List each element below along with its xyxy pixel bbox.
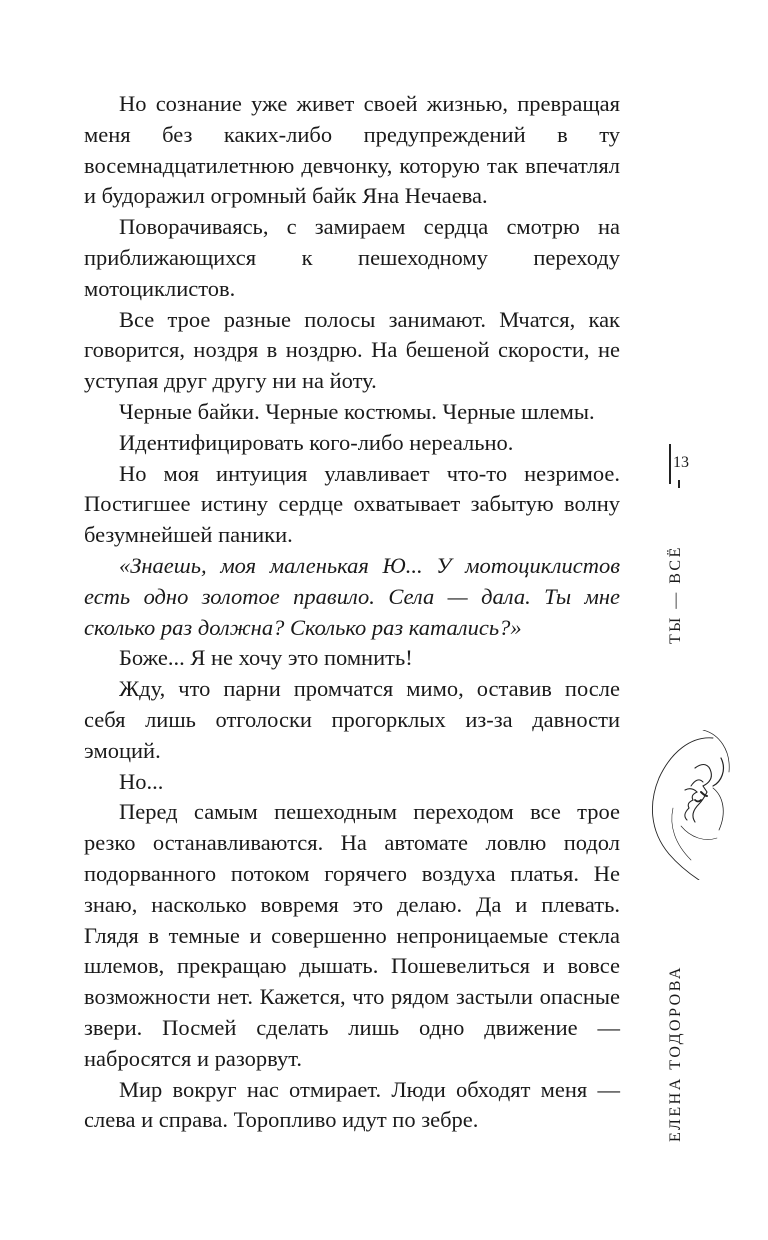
paragraph: Черные байки. Черные костюмы. Черные шлемы. [119,398,595,424]
running-sidebar [658,440,718,1160]
paragraph: Мир вокруг нас отмирает. Люди обходят меня — слева и справа. Торопливо идут по зебре. [84,1076,620,1133]
paragraph: Но моя интуиция улавливает что-то незримое. Постигшее истину сердце охватывает забытую волну безумнейшей паники. [84,460,620,548]
paragraph: Боже... Я не хочу это помнить! [119,645,413,671]
page-number: 13 [673,454,689,471]
body-text [84,89,620,1136]
paragraph: Жду, что парни промчатся мимо, оставив после себя лишь отголоски прогорклых из-за давности эмоций. [84,676,620,763]
running-author-name: ЕЛЕНА ТОДОРОВА [667,965,684,1142]
running-book-title: ТЫ — ВСЁ [667,545,684,645]
kissing-couple-line-art-icon [633,730,738,880]
paragraph: Идентифицировать кого-либо нереально. [119,429,514,455]
paragraph: Поворачиваясь, с замираем сердца смотрю на приближающихся к пешеходному переходу мотоциклистов. [84,214,620,301]
page-number-rule [678,480,680,488]
italic-quote-paragraph: «Знаешь, моя маленькая Ю... У мотоциклистов есть одно золотое правило. Села — дала. Ты мне сколько раз должна? Сколько раз катались?» [84,552,620,640]
paragraph: Но... [119,768,164,794]
paragraph: Перед самым пешеходным переходом все трое резко останавливаются. На автомате ловлю подол подорванного потоком горячего воздуха платья. Не знаю, насколько вовремя это делаю. Да и плевать. Глядя в темные и совершенно непроницаемые стекла шлемов, прекращаю дышать. Пошевелиться и вовсе возможности нет. Кажется, что рядом застыли опасные звери. Посмей сделать лишь одно движение — набросятся и разорвут. [84,799,620,1071]
paragraph: Но сознание уже живет своей жизнью, превращая меня без каких-либо предупреждений в ту восемнадцатилетнюю девчонку, которую так впечатлял и будоражил огромный байк Яна Нечаева. [84,91,620,209]
paragraph: Все трое разные полосы занимают. Мчатся, как говорится, ноздря в ноздрю. На бешеной скорости, не уступая друг другу ни на йоту. [84,306,620,394]
